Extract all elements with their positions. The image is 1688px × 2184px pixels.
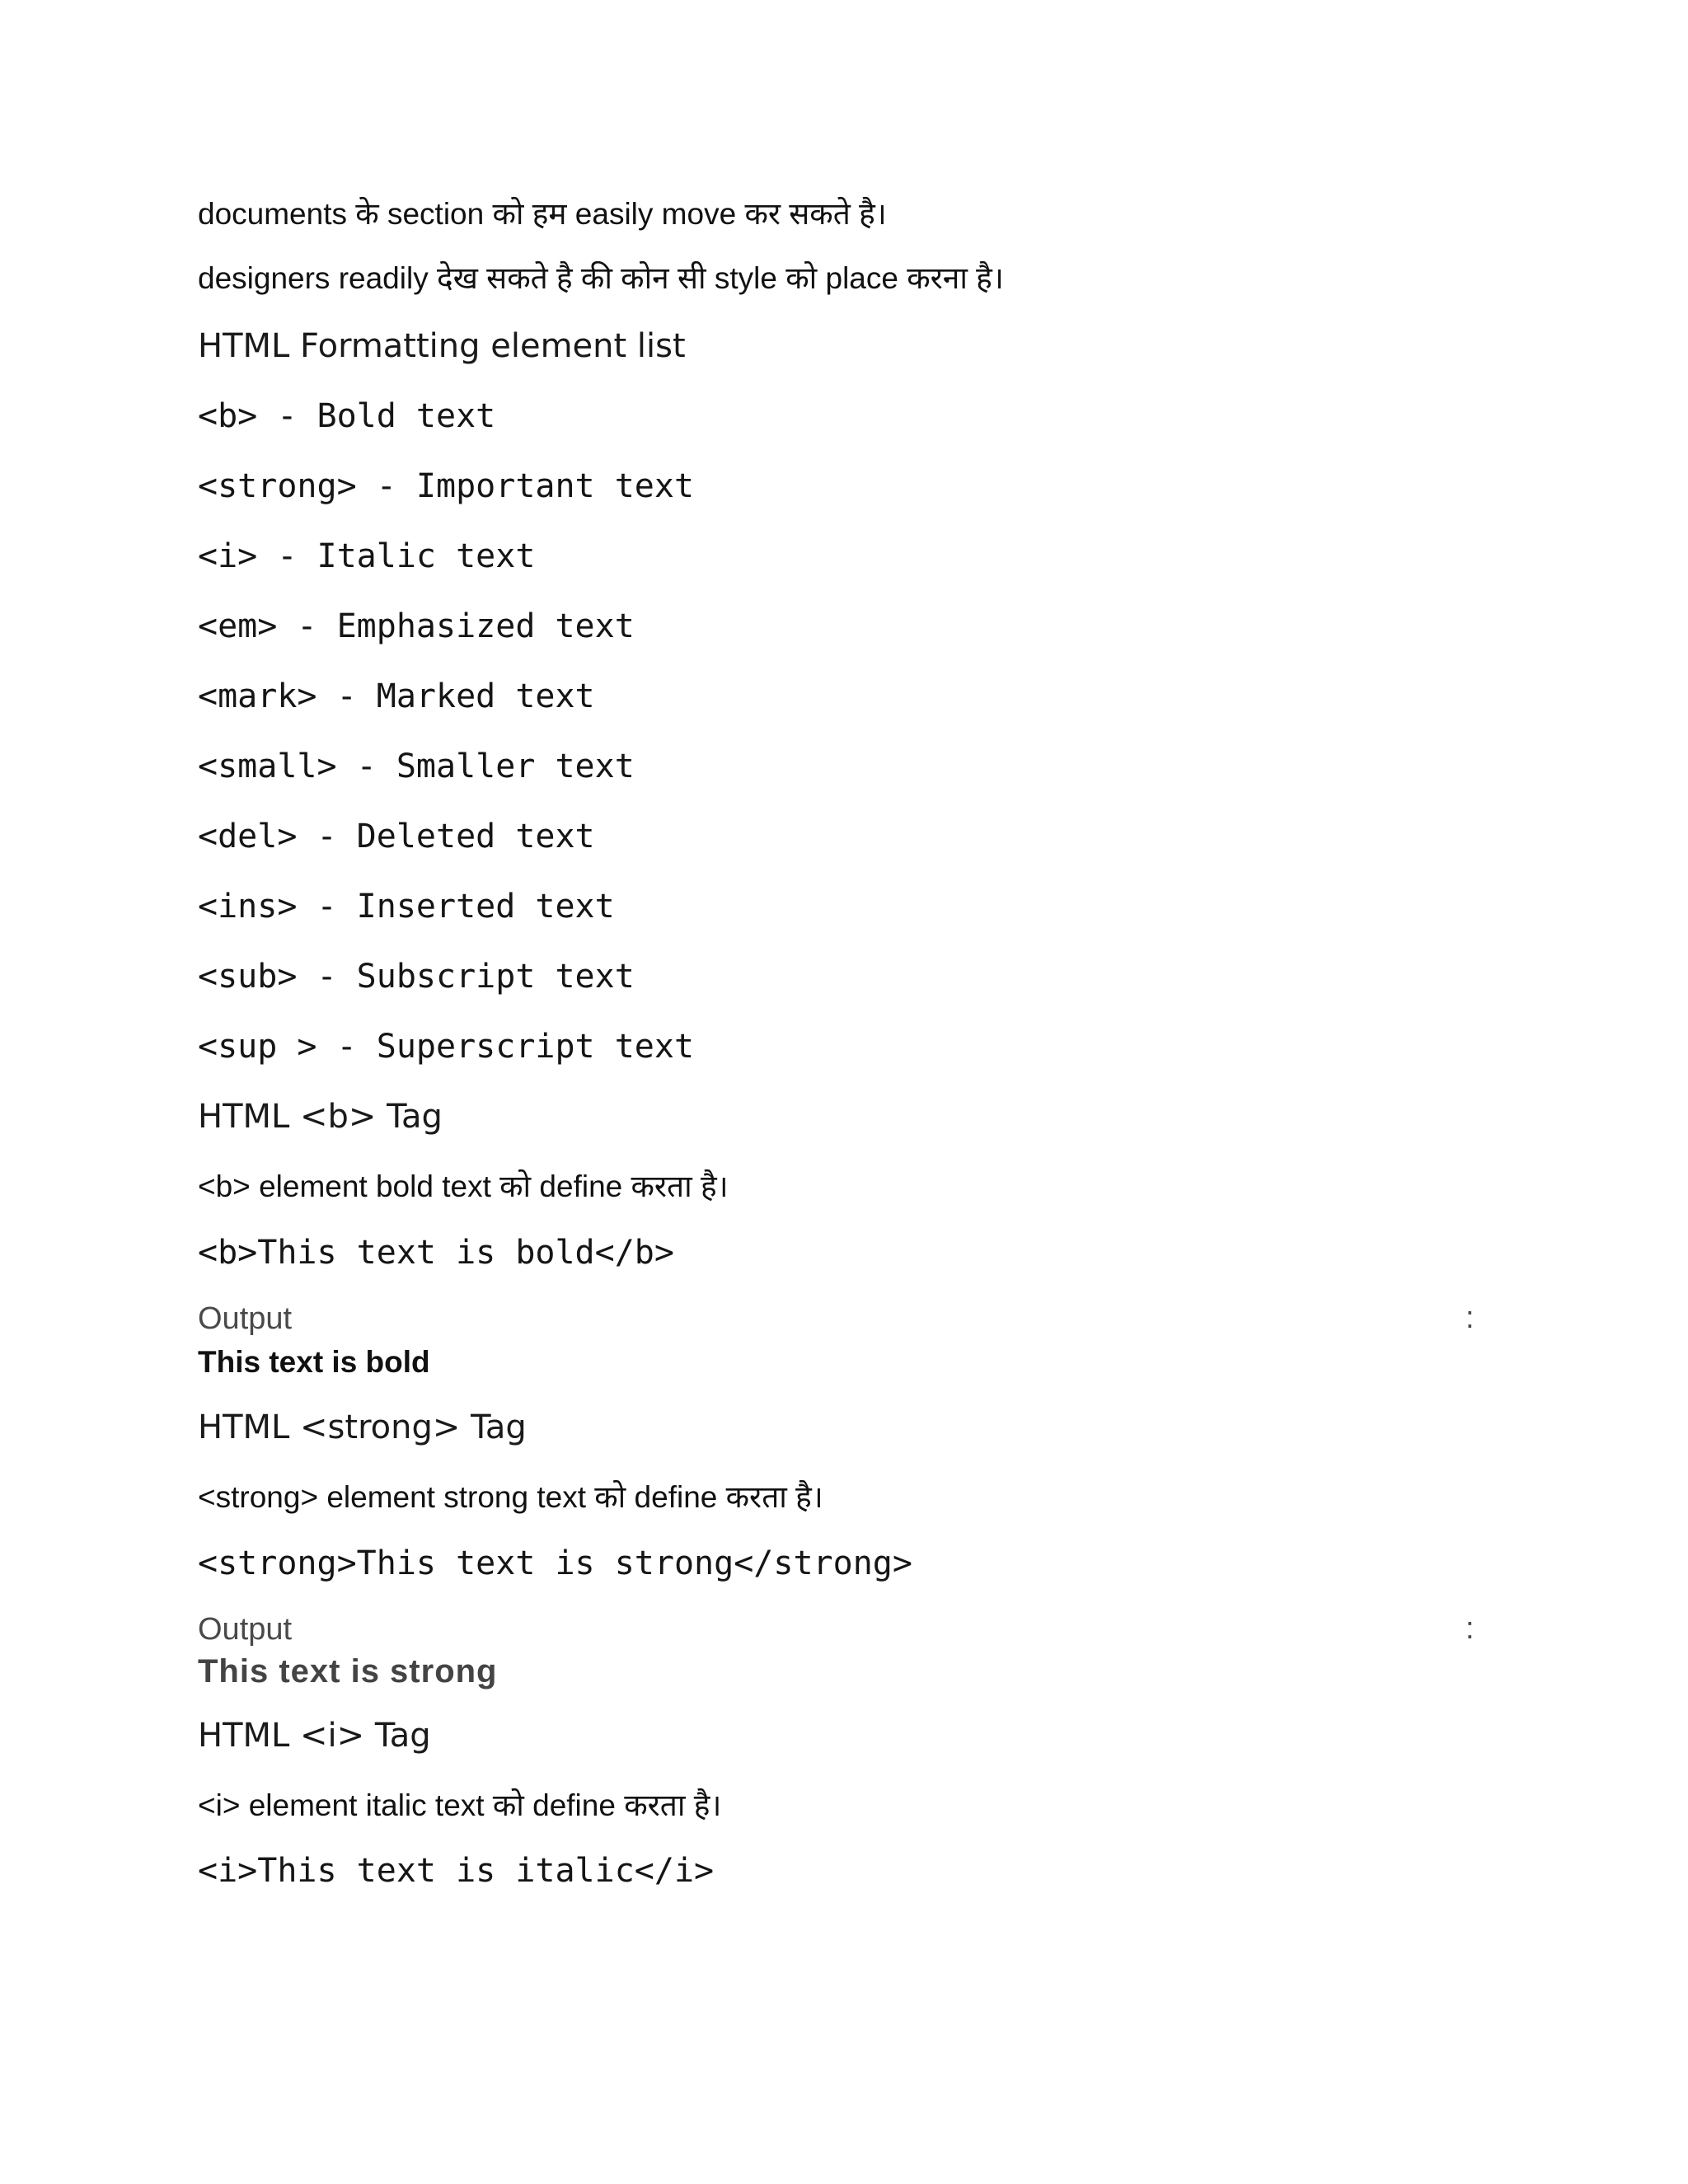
b-output-colon: : — [1465, 1301, 1475, 1335]
list-item: <ins> - Inserted text — [198, 888, 615, 926]
intro-line-1: documents के section को हम easily move कर सकते है। — [198, 197, 887, 231]
strong-tag-heading: HTML <strong> Tag — [198, 1408, 527, 1446]
b-tag-description: <b> element bold text को define करता है। — [198, 1169, 729, 1203]
list-item: <em> - Emphasized text — [198, 607, 635, 645]
list-item: <mark> - Marked text — [198, 677, 595, 715]
strong-output-text: This text is strong — [198, 1653, 498, 1690]
list-item: <sup > - Superscript text — [198, 1028, 695, 1066]
list-item: <i> - Italic text — [198, 537, 536, 575]
i-tag-description: <i> element italic text को define करता है। — [198, 1788, 722, 1822]
formatting-list-title: HTML Formatting element list — [198, 327, 686, 365]
list-item: <strong> - Important text — [198, 467, 695, 505]
b-tag-code-example: <b>This text is bold</b> — [198, 1234, 674, 1272]
intro-line-2: designers readily देख सकते है की कोन सी style को place करना है। — [198, 261, 1004, 295]
list-item: <del> - Deleted text — [198, 818, 595, 855]
list-item: <b> - Bold text — [198, 397, 496, 435]
list-item: <small> - Smaller text — [198, 748, 635, 785]
b-tag-heading: HTML <b> Tag — [198, 1098, 443, 1136]
strong-tag-description: <strong> element strong text को define करता है। — [198, 1480, 823, 1514]
strong-output-colon: : — [1465, 1611, 1475, 1646]
i-tag-heading: HTML <i> Tag — [198, 1717, 431, 1755]
i-tag-code-example: <i>This text is italic</i> — [198, 1852, 715, 1890]
strong-output-label: Output — [198, 1612, 293, 1647]
list-item: <sub> - Subscript text — [198, 958, 635, 996]
b-output-label: Output — [198, 1301, 293, 1336]
strong-tag-code-example: <strong>This text is strong</strong> — [198, 1544, 912, 1582]
b-output-text: This text is bold — [198, 1345, 430, 1379]
